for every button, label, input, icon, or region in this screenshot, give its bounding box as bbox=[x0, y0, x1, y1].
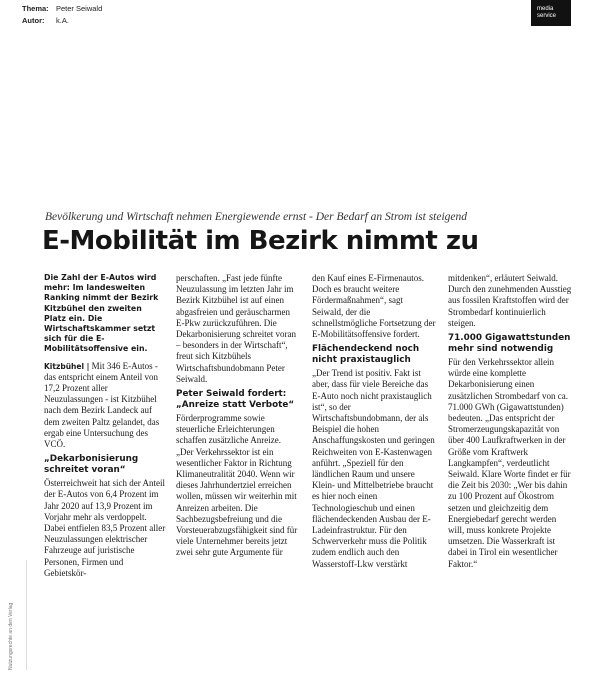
paragraph bbox=[44, 361, 166, 451]
paragraph: Förderprogramme sowie steuerliche Erleichterungen schaffen zusätzliche Anreize. „Der Verkehrssektor ist ein wesentlicher Faktor in Richtung Klimaneutralität 2040. Wenn wir dieses Jahrhundertziel erreichen wollen, müssen wir weiterhin mit Anreizen arbeiten. Die Sachbezugsbefreiung und die Vorsteuerabzugsfähigkeit sind für viele Unternehmer bereits jetzt zwei sehr gute Argumente für bbox=[176, 413, 298, 558]
rights-note: Nutzungsrechte an den Verlag bbox=[8, 602, 14, 670]
margin-rule bbox=[26, 560, 27, 670]
paragraph: Für den Verkehrssektor allein würde eine komplette Dekarbonisierung einen zusätzlichen Strombedarf von ca. 71.000 GWh (Gigawattstunden) bedeuten. „Das entspricht der Stromerzeugungskapazität von über 400 Laufkraftwerken in der Größe vom Kraftwerk Langkampfen“, verdeutlicht Seiwald. Klare Worte findet er für die Zeit bis 2030: „Wer bis dahin zu 100 Prozent auf Ökostrom setzen und gleichzeitig dem Energiebedarf gerecht werden will, muss konkrete Projekte umsetzen. Die Wasserkraft ist dabei in Tirol ein wesentlicher Faktor.“ bbox=[448, 357, 571, 569]
article-column-3 bbox=[312, 273, 436, 570]
logo-line-2: service bbox=[537, 13, 557, 19]
article-kicker: Bevölkerung und Wirtschaft nehmen Energiewende ernst - Der Bedarf an Strom ist steigend bbox=[45, 211, 468, 223]
paragraph: den Kauf eines E-Firmenautos. Doch es braucht weitere Fördermaßnahmen“, sagt Seiwald, der die schnellstmögliche Fortsetzung der E-Mobilitätsoffensive fordert. bbox=[312, 273, 436, 340]
subheading: 71.000 Gigawattstunden mehr sind notwendig bbox=[448, 333, 571, 354]
subheading: „Dekarbonisierung schreitet voran“ bbox=[44, 454, 139, 475]
media-service-logo bbox=[531, 0, 571, 26]
article-column-2 bbox=[176, 273, 298, 559]
autor-value: k.A. bbox=[56, 16, 69, 25]
article-column-1 bbox=[44, 273, 166, 579]
thema-label: Thema: bbox=[22, 4, 49, 13]
paragraph-text: Mit 346 E-Autos - das entspricht einem Anteil von 17,2 Prozent aller Neuzulassungen - ist Kitzbühel nach dem Bezirk Landeck auf dem zweiten Paltz gelandet, das ergab eine Untersuchung des VCÖ. bbox=[44, 360, 160, 450]
paragraph: mitdenken“, erläutert Seiwald. Durch den zunehmenden Ausstieg aus fossilen Kraftstoffen wird der Strombedarf kontinuierlich steigen. bbox=[448, 273, 572, 328]
meta-autor bbox=[22, 16, 69, 25]
logo-line-1: media bbox=[537, 6, 554, 12]
article-column-4 bbox=[448, 273, 573, 570]
thema-value: Peter Seiwald bbox=[56, 4, 103, 13]
paragraph: perschaften. „Fast jede fünfte Neuzulassung im letzten Jahr im Bezirk Kitzbühel ist auf einen abgasfreien und geräuscharmen E-Pkw zurückzuführen. Die Dekarbonisierung schreitet voran – besonders in der Wirtschaft“, freut sich Kitzbühels Wirtschaftsbundobmann Peter Seiwald. bbox=[176, 273, 296, 384]
paragraph: Österreichweit hat sich der Anteil der E-Autos von 6,4 Prozent im Jahr 2020 auf 13,9 Prozent im Vorjahr mehr als verdoppelt. Dabei entfielen 83,5 Prozent aller Neuzulassungen elektrischer Fahrzeuge auf juristische Personen, Firmen und Gebietskör- bbox=[44, 478, 166, 578]
subheading: Flächendeckend noch nicht praxistauglich bbox=[312, 344, 420, 365]
article-lead: Die Zahl der E-Autos wird mehr: Im landesweiten Ranking nimmt der Bezirk Kitzbühel den zweiten Platz ein. Die Wirtschaftskammer setzt sich für die E-Mobilitätsoffensive ein. bbox=[44, 273, 159, 354]
paragraph: „Der Trend ist positiv. Fakt ist aber, dass für viele Bereiche das E-Auto noch nicht praxistauglich ist“, so der Wirtschaftsbundobmann, der als Beispiel die hohen Anschaffungskosten und geringen Reichweiten von E-Kastenwagen anführt. „Speziell für den ländlichen Raum und unsere Klein- und Mittelbetriebe braucht es hier noch einen Technologieschub und einen flächendeckenden Ausbau der E-Ladeinfrastruktur. Für den Schwerverkehr muss die Politik zudem endlich auch den Wasserstoff-Lkw verstärkt bbox=[312, 368, 435, 569]
meta-thema bbox=[22, 4, 102, 13]
subheading: Peter Seiwald fordert: „Anreize statt Verbote“ bbox=[176, 389, 295, 410]
autor-label: Autor: bbox=[22, 16, 45, 25]
dateline: Kitzbühel | bbox=[44, 361, 90, 371]
article-headline: E-Mobilität im Bezirk nimmt zu bbox=[42, 226, 479, 256]
